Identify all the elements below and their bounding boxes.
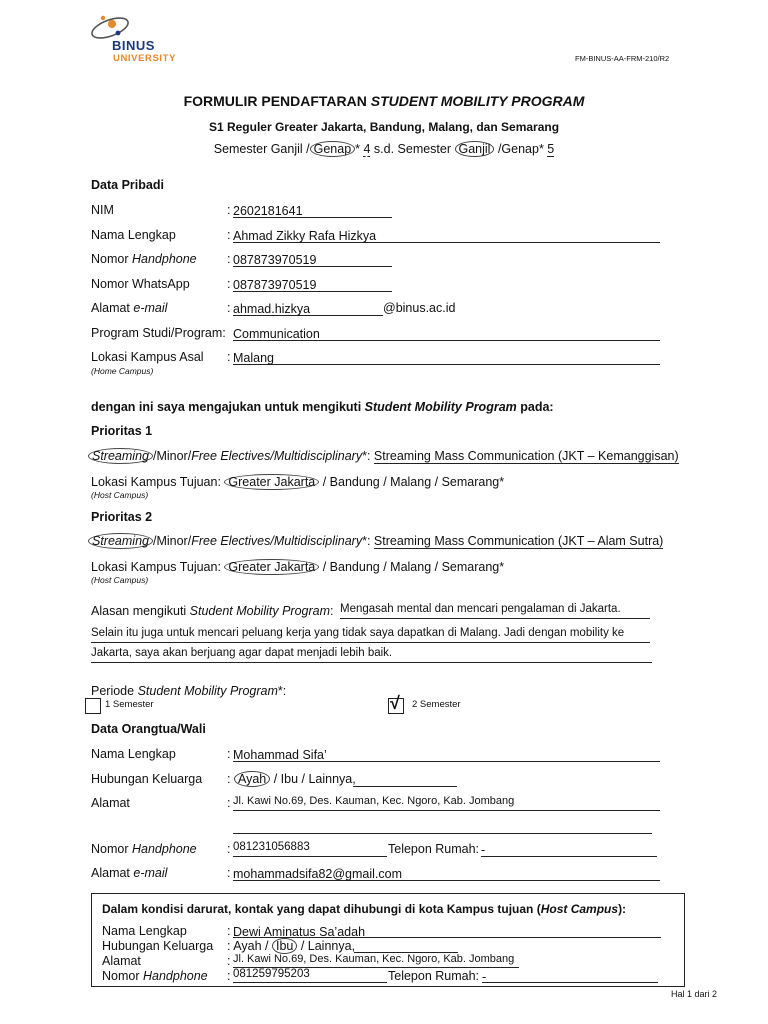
name-label: Nama Lengkap (91, 228, 176, 242)
program-label: Program Studi/Program: (91, 326, 226, 340)
whatsapp-value: 087873970519 (233, 278, 317, 292)
phone-label: Nomor Handphone (91, 252, 197, 266)
reason-label: Alasan mengikuti Student Mobility Program: (91, 604, 334, 618)
whatsapp-colon: : (227, 277, 231, 291)
semester-genap-selected: Genap (310, 141, 356, 157)
parent-name-value: Mohammad Sifa’ (233, 748, 327, 762)
semester-line: Semester Ganjil / Genap * 4 s.d. Semester Ganjil /Genap* 5 (213, 142, 555, 156)
parent-phone-field[interactable] (233, 841, 387, 857)
email-value: ahmad.hizkya (233, 302, 311, 316)
period-1-semester-checkbox[interactable] (85, 698, 101, 714)
form-subtitle: S1 Reguler Greater Jakarta, Bandung, Malang, dan Semarang (208, 120, 560, 134)
application-intro: dengan ini saya mengajukan untuk mengikuti Student Mobility Program pada: (91, 400, 554, 414)
priority2-streaming-selected: Streaming (88, 533, 153, 549)
parent-heading: Data Orangtua/Wali (91, 722, 206, 736)
phone-value: 087873970519 (233, 253, 317, 267)
emergency-phone-value: 081259795203 (233, 968, 310, 980)
period-2-semester-label: 2 Semester (412, 699, 461, 710)
emergency-relation-value: : Ayah / Ibu / Lainnya, (227, 939, 356, 953)
home-campus-note: (Home Campus) (91, 366, 154, 376)
emergency-name-value: Dewi Aminatus Sa’adah (233, 925, 366, 939)
logo-text-binus: BINUS (112, 38, 155, 53)
email-colon: : (227, 301, 231, 315)
parent-home-phone-value: - (481, 843, 486, 857)
parent-email-value: mohammadsifa82@gmail.com (233, 867, 403, 881)
emergency-relation-label: Hubungan Keluarga (102, 939, 214, 953)
emergency-home-phone-value: - (482, 970, 487, 984)
home-campus-field[interactable] (233, 349, 660, 365)
parent-home-phone-field[interactable] (481, 841, 657, 857)
nim-field[interactable] (233, 202, 392, 218)
semester-from: 4 (363, 142, 371, 156)
parent-name-field[interactable] (233, 746, 660, 762)
priority2-host-note: (Host Campus) (91, 575, 149, 585)
reason-line-2[interactable]: Selain itu juga untuk mencari peluang kerja yang tidak saya dapatkan di Malang. Jadi dengan mobility ke (91, 627, 650, 643)
priority1-campus-selected: Greater Jakarta (224, 474, 319, 490)
period-1-semester-label: 1 Semester (105, 699, 154, 710)
parent-name-label: Nama Lengkap (91, 747, 176, 761)
priority2-heading: Prioritas 2 (91, 510, 153, 524)
home-campus-value: Malang (233, 351, 274, 365)
parent-address-colon: : (227, 796, 231, 810)
email-field[interactable] (233, 300, 383, 316)
email-label: Alamat e-mail (91, 301, 168, 315)
priority2-value[interactable]: Streaming Mass Communication (JKT – Alam Sutra) (373, 534, 664, 548)
emergency-address-colon: : (227, 954, 231, 968)
emergency-home-phone-label: Telepon Rumah: (388, 969, 480, 983)
parent-phone-colon: : (227, 842, 231, 856)
parent-phone-label: Nomor Handphone (91, 842, 197, 856)
personal-heading: Data Pribadi (91, 178, 164, 192)
program-value: Communication (233, 327, 320, 341)
parent-relation-other-field[interactable] (353, 771, 457, 787)
home-campus-label: Lokasi Kampus Asal (91, 350, 204, 364)
period-2-semester-checkbox[interactable] (388, 693, 404, 714)
binus-logo (76, 8, 196, 68)
emergency-name-field[interactable] (233, 923, 661, 938)
reason-line-3[interactable]: Jakarta, saya akan berjuang agar dapat menjadi lebih baik. (91, 647, 652, 663)
parent-relation-label: Hubungan Keluarga (91, 772, 203, 786)
priority1-host-note: (Host Campus) (91, 490, 149, 500)
parent-relation-selected: Ayah (234, 771, 270, 787)
parent-relation-value: : Ayah / Ibu / Lainnya, (227, 772, 356, 786)
priority2-campus-selected: Greater Jakarta (224, 559, 319, 575)
phone-colon: : (227, 252, 231, 266)
phone-field[interactable] (233, 251, 392, 267)
semester-to: 5 (547, 142, 555, 156)
emergency-address-field[interactable] (233, 953, 519, 968)
parent-address-label: Alamat (91, 796, 130, 810)
parent-address-value: Jl. Kawi No.69, Des. Kauman, Kec. Ngoro, Kab. Jombang (233, 795, 515, 807)
priority1-type: Streaming /Minor/Free Electives/Multidisciplinary*: Streaming Mass Communication (JKT – Kemanggisan) (88, 449, 679, 463)
emergency-name-colon: : (227, 924, 231, 938)
name-colon: : (227, 228, 231, 242)
whatsapp-field[interactable] (233, 276, 392, 292)
period-label: Periode Student Mobility Program*: (91, 684, 287, 698)
emergency-heading: Dalam kondisi darurat, kontak yang dapat dihubungi di kota Kampus tujuan (Host Campus): (102, 902, 627, 916)
semester-ganjil-selected: Ganjil (455, 141, 495, 157)
email-domain: @binus.ac.id (383, 301, 456, 315)
emergency-phone-colon: : (227, 969, 231, 983)
priority1-heading: Prioritas 1 (91, 424, 153, 438)
priority1-value[interactable]: Streaming Mass Communication (JKT – Kemanggisan) (373, 449, 679, 463)
emergency-name-label: Nama Lengkap (102, 924, 187, 938)
priority1-streaming-selected: Streaming (88, 448, 153, 464)
parent-email-label: Alamat e-mail (91, 866, 168, 880)
emergency-phone-label: Nomor Handphone (102, 969, 208, 983)
reason-line-1[interactable]: Mengasah mental dan mencari pengalaman di Jakarta. (340, 603, 650, 619)
priority2-campus: Lokasi Kampus Tujuan: Greater Jakarta / Bandung / Malang / Semarang* (91, 560, 505, 574)
parent-address-field[interactable] (233, 795, 660, 811)
emergency-address-label: Alamat (102, 954, 141, 968)
parent-email-field[interactable] (233, 865, 660, 881)
parent-home-phone-label: Telepon Rumah: (388, 842, 480, 856)
parent-phone-value: 081231056883 (233, 841, 310, 853)
parent-address-line-2[interactable] (233, 818, 652, 834)
emergency-phone-field[interactable] (233, 968, 387, 983)
form-code: FM-BINUS-AA-FRM-210/R2 (575, 54, 670, 63)
emergency-relation-other-field[interactable] (354, 938, 458, 953)
priority1-campus: Lokasi Kampus Tujuan: Greater Jakarta / Bandung / Malang / Semarang* (91, 475, 505, 489)
name-field[interactable] (233, 227, 660, 243)
page-number: Hal 1 dari 2 (671, 989, 718, 999)
priority2-type: Streaming /Minor/Free Electives/Multidisciplinary*: Streaming Mass Communication (JKT – Alam Sutra) (88, 534, 663, 548)
parent-name-colon: : (227, 747, 231, 761)
emergency-address-value: Jl. Kawi No.69, Des. Kauman, Kec. Ngoro, Kab. Jombang (233, 953, 515, 965)
nim-colon: : (227, 203, 231, 217)
nim-label: NIM (91, 203, 114, 217)
emergency-contact-box (91, 893, 685, 987)
check-icon: √ (390, 693, 400, 713)
parent-email-colon: : (227, 866, 231, 880)
nim-value: 2602181641 (233, 204, 303, 218)
emergency-relation-selected: Ibu (272, 938, 297, 954)
program-field[interactable] (233, 325, 660, 341)
home-campus-colon: : (227, 350, 231, 364)
logo-text-university: UNIVERSITY (113, 53, 177, 64)
form-title: FORMULIR PENDAFTARAN STUDENT MOBILITY PROGRAM (183, 93, 585, 109)
name-value: Ahmad Zikky Rafa Hizkya (233, 229, 377, 243)
whatsapp-label: Nomor WhatsApp (91, 277, 190, 291)
emergency-home-phone-field[interactable] (482, 968, 658, 983)
